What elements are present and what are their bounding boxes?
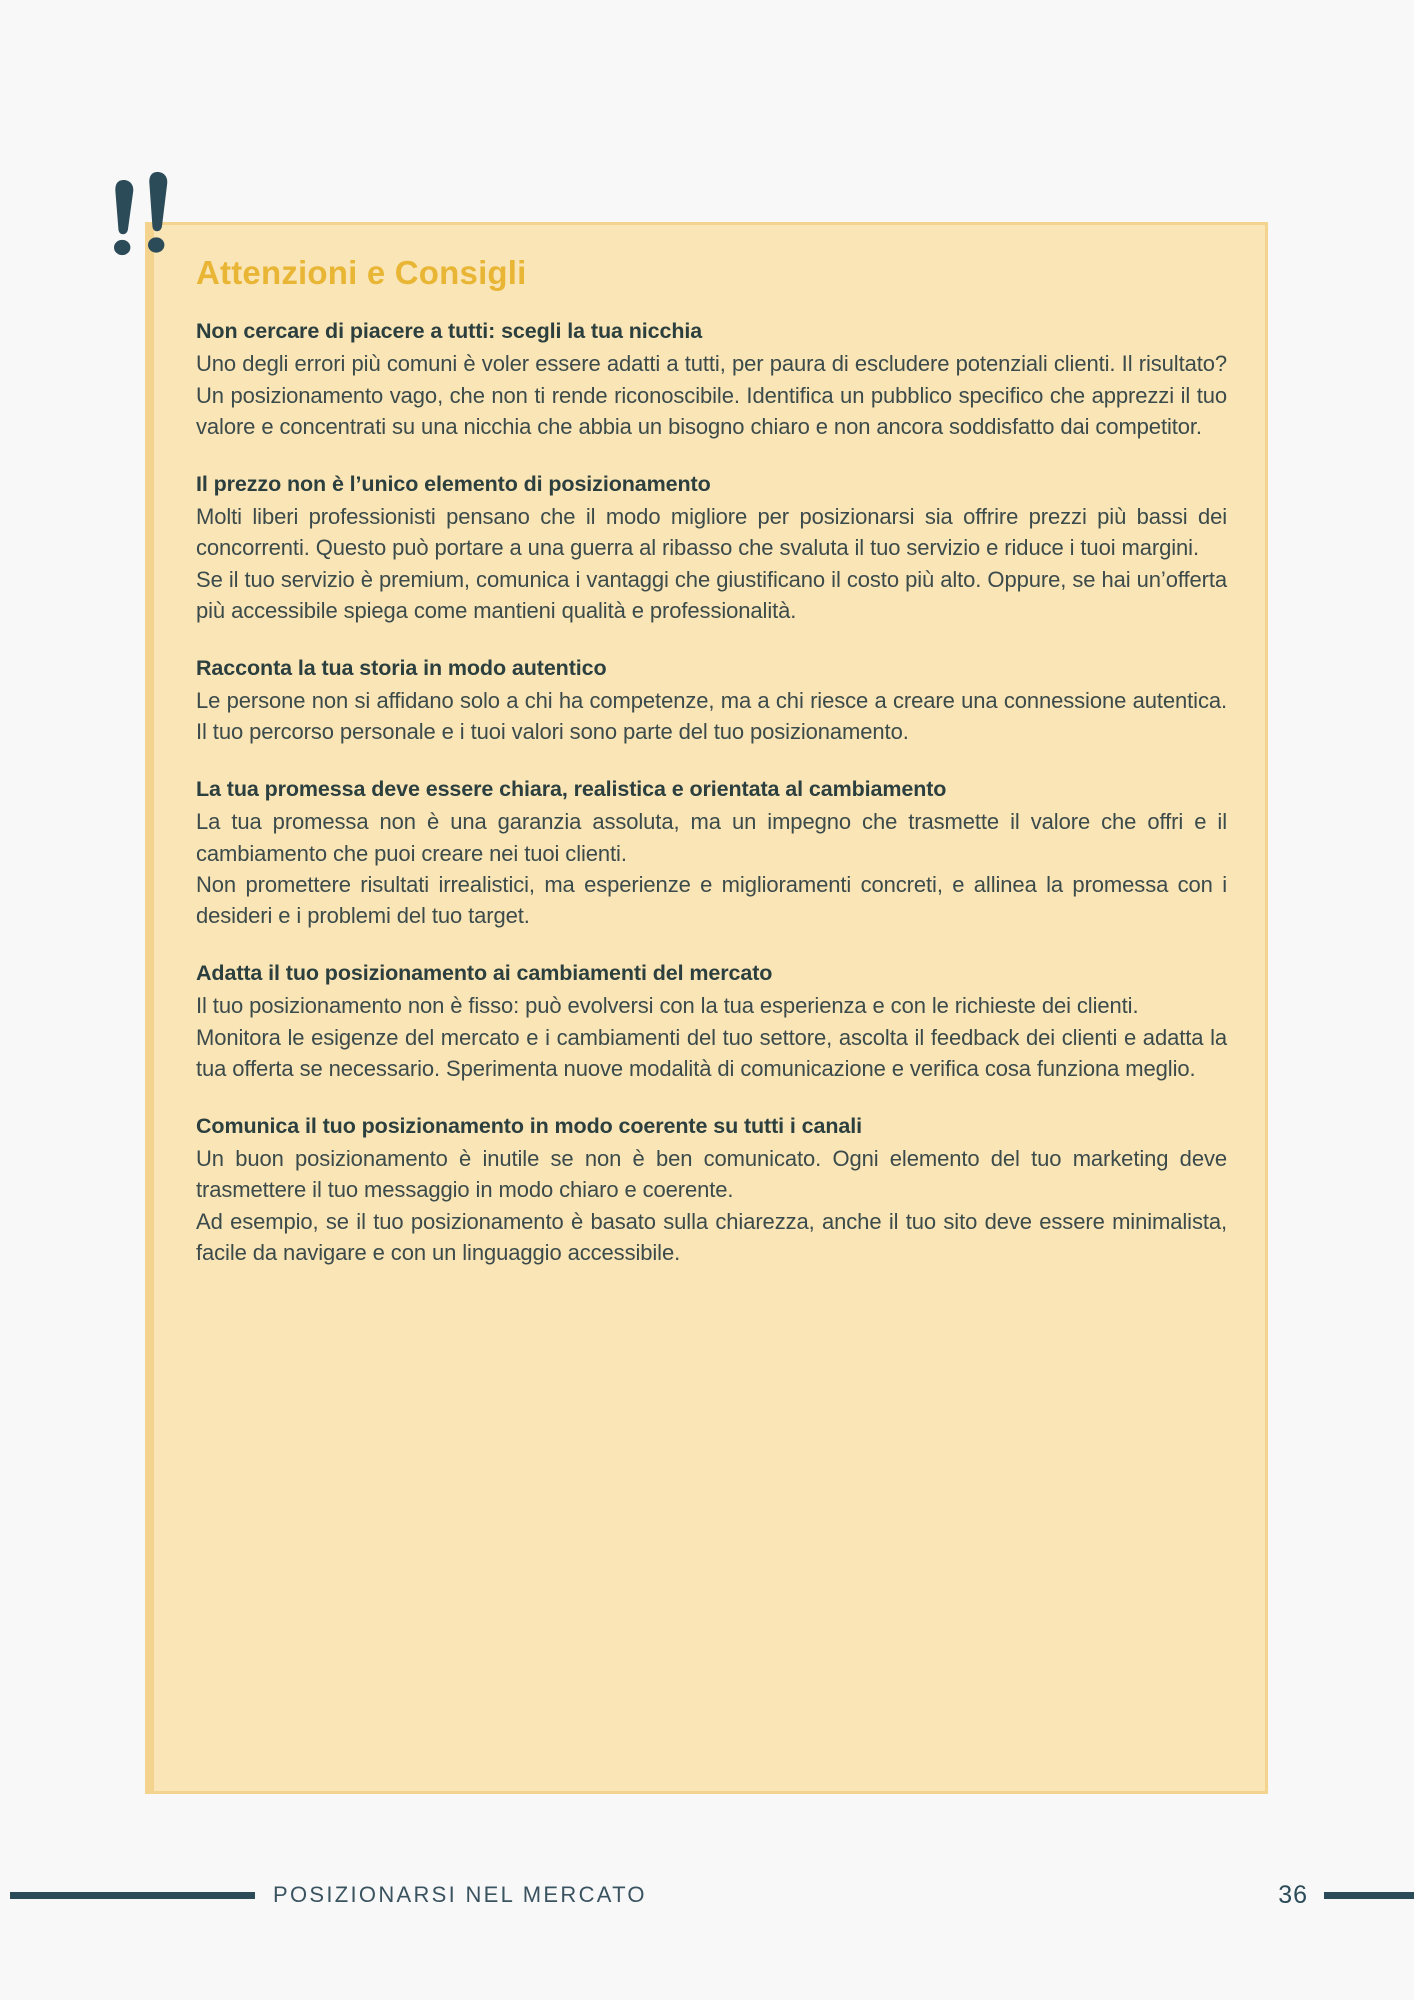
tip-section [196, 775, 1227, 931]
tip-paragraph: Uno degli errori più comuni è voler essere adatti a tutti, per paura di escludere potenziali clienti. Il risultato? Un posizionamento vago, che non ti rende riconoscibile. Identifica un pubblico specifico che apprezzi il tuo valore e concentrati su una nicchia che abbia un bisogno chiaro e non ancora soddisfatto dai competitor. [196, 351, 1227, 439]
tip-paragraph: Ad esempio, se il tuo posizionamento è basato sulla chiarezza, anche il tuo sito deve essere minimalista, facile da navigare e con un linguaggio accessibile. [196, 1208, 1227, 1265]
tip-paragraph: Monitora le esigenze del mercato e i cambiamenti del tuo settore, ascolta il feedback dei clienti e adatta la tua offerta se necessario. Sperimenta nuove modalità di comunicazione e verifica cosa funziona meglio. [196, 1024, 1227, 1081]
page-footer [0, 1880, 1414, 1910]
footer-chapter-label: POSIZIONARSI NEL MERCATO [273, 1882, 647, 1907]
tip-heading: Il prezzo non è l’unico elemento di posizionamento [196, 472, 711, 497]
tip-paragraph: Il tuo posizionamento non è fisso: può evolversi con la tua esperienza e con le richieste dei clienti. [196, 993, 1139, 1019]
tip-heading: Adatta il tuo posizionamento ai cambiamenti del mercato [196, 961, 773, 986]
tip-paragraph: Molti liberi professionisti pensano che il modo migliore per posizionarsi sia offrire prezzi più bassi dei concorrenti. Questo può portare a una guerra al ribasso che svaluta il tuo servizio e riduce i tuoi margini. [196, 504, 1227, 561]
tip-paragraph: Non promettere risultati irrealistici, ma esperienze e miglioramenti concreti, e allinea la promessa con i desideri e i problemi del tuo target. [196, 871, 1227, 929]
tip-paragraph: Un buon posizionamento è inutile se non è ben comunicato. Ogni elemento del tuo marketing deve trasmettere il tuo messaggio in modo chiaro e coerente. [196, 1146, 1227, 1203]
callout-title: Attenzioni e Consigli [196, 254, 527, 291]
tip-section [196, 317, 1227, 442]
tip-paragraph: Se il tuo servizio è premium, comunica i vantaggi che giustificano il costo più alto. Oppure, se hai un’offerta più accessibile spiega come mantieni qualità e professionalità. [196, 566, 1227, 623]
tip-section [196, 654, 1227, 747]
tips-callout-box [145, 222, 1268, 1794]
footer-rule-right [1324, 1892, 1414, 1899]
tip-section [196, 1112, 1227, 1268]
page-number: 36 [1278, 1880, 1308, 1909]
tip-heading: Non cercare di piacere a tutti: scegli la tua nicchia [196, 319, 703, 344]
tip-paragraph: La tua promessa non è una garanzia assoluta, ma un impegno che trasmette il valore che offri e il cambiamento che puoi creare nei tuoi clienti. [196, 809, 1227, 866]
tip-heading: La tua promessa deve essere chiara, realistica e orientata al cambiamento [196, 777, 947, 802]
tip-section [196, 959, 1227, 1084]
tip-section [196, 470, 1227, 626]
tip-paragraph: Le persone non si affidano solo a chi ha competenze, ma a chi riesce a creare una connessione autentica. Il tuo percorso personale e i tuoi valori sono parte del tuo posizionamento. [196, 687, 1227, 745]
footer-rule-left [10, 1892, 255, 1899]
tip-heading: Racconta la tua storia in modo autentico [196, 655, 607, 680]
tip-heading: Comunica il tuo posizionamento in modo coerente su tutti i canali [196, 1114, 863, 1139]
double-exclamation-icon [104, 168, 178, 258]
